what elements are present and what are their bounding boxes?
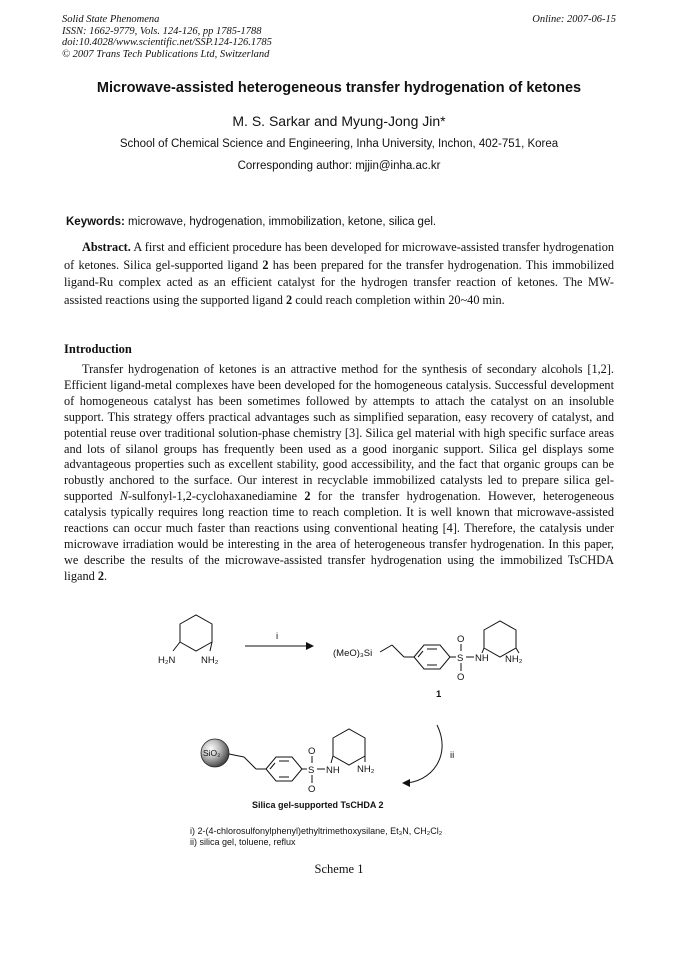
intro-italic-n: N [119,489,129,504]
scheme-1-diagram [0,605,678,825]
label-meo3si: (MeO)₃Si [333,648,373,659]
label-product-2: Silica gel-supported TsCHDA 2 [252,800,384,810]
scheme-caption: Scheme 1 [314,862,364,876]
label-h2n-start: H₂N [158,655,176,666]
reaction-conditions [190,826,442,847]
intro-text-3: for the transfer hydrogenation. However, heterogeneous catalysis typically requires long reaction time to reach completion. It is well known that microwave-assisted reactions can occur much faster than reactions using conventional heating [4]. Therefore, the catalysis under microwave irradiation would be interesting in the area of heterogeneous transfer hydrogenation. In this paper, we describe the results of the microwave-assisted transfer hydrogenation using the immobilized TsCHDA ligand [64,489,615,583]
abstract-text-1: A first and efficient procedure has been developed for microwave-assisted transfer hydrogenation of ketones. Silica gel-supported ligand [64,240,614,272]
keywords-label: Keywords: [66,216,125,228]
cyclohexane-ring-2 [333,729,365,765]
introduction-paragraph [64,362,614,585]
condition-i: i) 2-(4-chlorosulfonylphenyl)ethyltrimethoxysilane, Et₃N, CH₂Cl₂ [190,826,443,836]
intro-ref-2b: 2 [97,568,104,583]
label-nh2-1: NH₂ [505,654,523,665]
bond-chain-4 [244,757,256,769]
online-date: Online: 2007-06-15 [532,14,616,25]
intro-ref-2a: 2 [304,489,311,504]
label-step-ii: ii [450,750,455,761]
bond-si-chain-1 [380,645,392,652]
bond-c-nh-2 [331,756,333,763]
abstract-ref-2b: 2 [286,292,293,307]
paper-title: Microwave-assisted heterogeneous transfer hydrogenation of ketones [96,80,582,96]
affiliation: School of Chemical Science and Engineering, Inha University, Inchon, 402-751, Korea [119,138,559,150]
label-o-bottom-1: O [457,672,465,683]
bond-chain-2 [392,645,404,657]
label-o-bottom-2: O [308,784,316,795]
keywords-text: microwave, hydrogenation, immobilization, ketone, silica gel. [128,216,437,228]
intro-text-2: -sulfonyl-1,2-cyclohaxanediamine [128,489,298,504]
keywords [66,216,622,228]
label-sio2: SiO₂ [203,748,221,758]
cyclohexane-ring-start [180,615,212,651]
journal-meta [62,14,272,60]
bond-c-n-left [173,642,180,651]
copyright-line: © 2007 Trans Tech Publications Ltd, Switzerland [62,48,270,60]
label-o-top-1: O [457,634,465,645]
intro-end: . [103,568,108,583]
cyclohexane-ring-1 [484,621,516,657]
abstract [64,239,614,309]
label-s-1: S [457,653,464,664]
corresponding-author: Corresponding author: mjjin@inha.ac.kr [237,160,441,172]
intro-text-1: Transfer hydrogenation of ketones is an attractive method for the synthesis of secondary alcohols [1,2]. Efficient ligand-metal complexes have been developed for the homogeneous catalysis. Successful development of homogeneous catalyst has been sometimes followed by attempts to attach the catalyst on an insoluble support. This strategy offers practical advantages such as simplified separation, easy recovery of catalyst, and potential reuse over traditional solution-phase chemistry [3]. Silica gel material with high specific surface areas and lots of silanol groups has frequently been used as a good inorganic support. Silica gel displays some advantageous properties such as excellent stability, good accessibility, and the fact that organic groups can be robustly anchored to the surface. Our interest in recyclable immobilized catalysts led to prepare silica gel-supported [64,362,614,504]
abstract-ref-2a: 2 [262,257,269,272]
journal-name: Solid State Phenomena [62,14,160,25]
paper-authors: M. S. Sarkar and Myung-Jong Jin* [232,113,446,129]
abstract-text-3: could reach completion within 20~40 min. [295,292,505,307]
issn-line: ISSN: 1662-9779, Vols. 124-126, pp 1785-1788 [62,25,262,37]
bond-c-nh2-1 [516,648,519,653]
condition-ii: ii) silica gel, toluene, reflux [190,836,296,847]
label-nh2-start: NH₂ [201,655,219,666]
label-compound-1: 1 [436,689,442,700]
doi-line: doi:10.4028/www.scientific.net/SSP.124-126.1785 [62,37,272,48]
abstract-text-2: has been prepared for the transfer hydrogenation. This immobilized ligand-Ru complex acted as an efficient catalyst for the hydrogen transfer reaction of ketones. The MW-assisted reactions using the supported ligand [64,257,614,307]
abstract-label: Abstract. [82,240,131,254]
section-heading-introduction: Introduction [64,342,132,356]
reaction-arrow-ii [403,725,442,783]
label-nh-1: NH [475,653,489,664]
bond-sio2-chain-1 [229,754,244,757]
label-nh-2: NH [326,765,340,776]
label-s-2: S [308,765,315,776]
label-nh2-2: NH₂ [357,764,375,775]
label-o-top-2: O [308,746,316,757]
label-step-i: i [276,631,279,642]
